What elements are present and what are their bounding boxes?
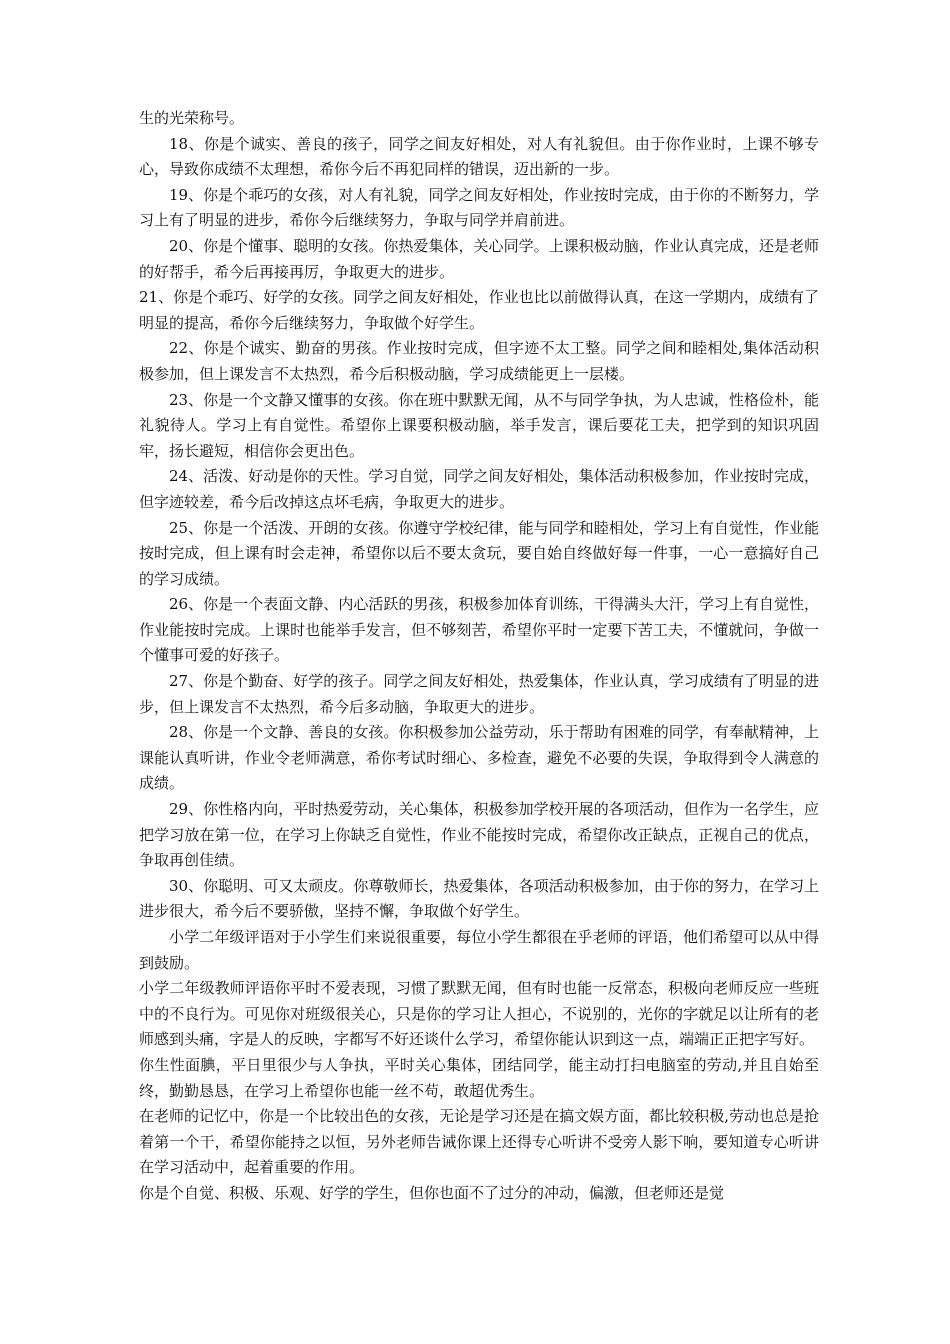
paragraph: 小学二年级评语对于小学生们来说很重要，每位小学生都很在乎老师的评语，他们希望可以从中得到鼓励。 xyxy=(139,928,819,972)
paragraph: 小学二年级教师评语你平时不爱表现，习惯了默默无闻，但有时也能一反常态，积极向老师反应一些班中的不良行为。可见你对班级很关心，只是你的学习让人担心，不说别的，光你的字就足以让所有的老师感到头痛，字是人的反映，字都写不好还谈什么学习，希望你能认识到这一点，端端正正把字写好。 xyxy=(139,979,819,1049)
paragraph: 24、活泼、好动是你的天性。学习自觉，同学之间友好相处，集体活动积极参加，作业按时完成，但字迹较差，希今后改掉这点坏毛病，争取更大的进步。 xyxy=(139,467,819,511)
paragraph: 28、你是一个文静、善良的女孩。你积极参加公益劳动，乐于帮助有困难的同学，有奉献精神，上课能认真听讲，作业令老师满意，希你考试时细心、多检查，避免不必要的失误，争取得到令人满意的成绩。 xyxy=(139,723,819,793)
paragraph: 27、你是个勤奋、好学的孩子。同学之间友好相处，热爱集体，作业认真，学习成绩有了明显的进步，但上课发言不太热烈，希今后多动脑，争取更大的进步。 xyxy=(139,672,819,716)
paragraph: 19、你是个乖巧的女孩，对人有礼貌，同学之间友好相处，作业按时完成，由于你的不断努力，学习上有了明显的进步，希你今后继续努力，争取与同学并肩前进。 xyxy=(139,185,819,230)
paragraph: 29、你性格内向，平时热爱劳动，关心集体，积极参加学校开展的各项活动，但作为一名学生，应把学习放在第一位，在学习上你缺乏自觉性，作业不能按时完成，希望你改正缺点，正视自己的优点，争取再创佳绩。 xyxy=(139,800,819,870)
paragraph: 18、你是个诚实、善良的孩子，同学之间友好相处，对人有礼貌但。由于你作业时，上课不够专心，导致你成绩不太理想，希你今后不再犯同样的错误，迈出新的一步。 xyxy=(139,134,819,179)
paragraph: 在老师的记忆中，你是一个比较出色的女孩，无论是学习还是在搞文娱方面，都比较积极,劳动也总是抢着第一个干，希望你能持之以恒，另外老师告诫你课上还得专心听讲不受旁人影下响，要知道专心听讲在学习活动中，起着重要的作用。 xyxy=(139,1107,819,1177)
paragraph: 30、你聪明、可又太顽皮。你尊敬师长，热爱集体，各项活动积极参加，由于你的努力，在学习上进步很大，希今后不要骄傲，坚持不懈，争取做个好学生。 xyxy=(139,876,819,921)
paragraph: 你是个自觉、积极、乐观、好学的学生，但你也面不了过分的冲动，偏激，但老师还是觉 xyxy=(139,1183,725,1202)
document-body xyxy=(139,106,819,1207)
paragraph: 23、你是一个文静又懂事的女孩。你在班中默默无闻，从不与同学争执，为人忠诚，性格俭朴，能礼貌待人。学习上有自觉性。希望你上课要积极动脑，举手发言，课后要花工夫，把学到的知识巩固牢，扬长避短，相信你会更出色。 xyxy=(139,390,819,460)
paragraph: 26、你是一个表面文静、内心活跃的男孩，积极参加体育训练，干得满头大汗，学习上有自觉性，作业能按时完成。上课时也能举手发言，但不够刻苦，希望你平时一定要下苦工夫，不懂就问，争做一个懂事可爱的好孩子。 xyxy=(139,595,819,665)
paragraph: 生的光荣称号。 xyxy=(139,109,245,127)
paragraph: 你生性面腆，平日里很少与人争执，平时关心集体，团结同学，能主动打扫电脑室的劳动,并且自始至终，勤勤恳恳，在学习上希望你也能一丝不苟，敢超优秀生。 xyxy=(139,1055,819,1100)
paragraph: 21、你是个乖巧、好学的女孩。同学之间友好相处，作业也比以前做得认真，在这一学期内，成绩有了明显的提高，希你今后继续努力，争取做个好学生。 xyxy=(139,288,819,332)
paragraph: 22、你是个诚实、勤奋的男孩。作业按时完成，但字迹不太工整。同学之间和睦相处,集体活动积极参加，但上课发言不太热烈，希今后积极动脑，学习成绩能更上一层楼。 xyxy=(139,339,819,383)
paragraph: 20、你是个懂事、聪明的女孩。你热爱集体，关心同学。上课积极动脑，作业认真完成，还是老师的好帮手，希今后再接再厉，争取更大的进步。 xyxy=(139,236,819,281)
paragraph: 25、你是一个活泼、开朗的女孩。你遵守学校纪律，能与同学和睦相处，学习上有自觉性，作业能按时完成，但上课有时会走神，希望你以后不要太贪玩，要自始自终做好每一件事，一心一意搞好自己的学习成绩。 xyxy=(139,518,819,588)
